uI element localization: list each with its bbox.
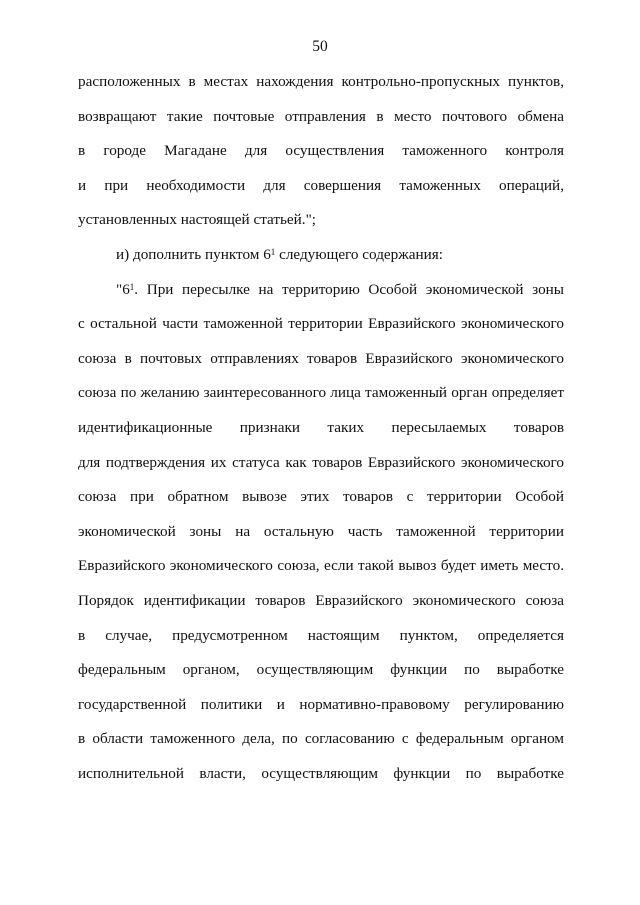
superscript-mark: 1 bbox=[270, 246, 276, 257]
document-body bbox=[78, 72, 564, 798]
amendment-i-text-end: следующего содержания: bbox=[275, 245, 443, 263]
text-line-13: союза при обратном вывозе этих товаров с территории Особой bbox=[78, 488, 564, 506]
paragraph-6-1-start bbox=[78, 280, 564, 315]
text-line-8: с остальной части таможенной территории Евразийского экономического bbox=[78, 315, 564, 333]
clause-text: . При пересылке на территорию Особой экономической зоны bbox=[134, 280, 564, 298]
text-line-18: федеральным органом, осуществляющим функции по выработке bbox=[78, 661, 564, 679]
text-line-16: Порядок идентификации товаров Евразийского экономического союза bbox=[78, 591, 564, 609]
text-line-14: экономической зоны на остальную часть таможенной территории bbox=[78, 522, 564, 540]
text-line-12: для подтверждения их статуса как товаров Евразийского экономического bbox=[78, 453, 564, 471]
text-line-10: союза по желанию заинтересованного лица таможенный орган определяет bbox=[78, 384, 564, 402]
text-line-19: государственной политики и нормативно-правовому регулированию bbox=[78, 695, 564, 713]
clause-number: "6 bbox=[116, 280, 130, 298]
text-line-1: расположенных в местах нахождения контрольно-пропускных пунктов, bbox=[78, 73, 564, 90]
text-line-21: исполнительной власти, осуществляющим функции по выработке bbox=[78, 764, 564, 782]
text-line-11: идентификационные признаки таких пересылаемых товаров bbox=[78, 418, 564, 436]
text-line-15: Евразийского экономического союза, если такой вывоз будет иметь место. bbox=[78, 557, 564, 575]
text-line-17: в случае, предусмотренном настоящим пунктом, определяется bbox=[78, 626, 564, 644]
text-line-20: в области таможенного дела, по согласованию с федеральным органом bbox=[78, 730, 564, 748]
paragraph-amendment-i bbox=[78, 245, 564, 280]
text-line-5: установленных настоящей статьей."; bbox=[78, 211, 317, 229]
text-line-3: в городе Магадане для осуществления таможенного контроля bbox=[78, 142, 564, 160]
page-number: 50 bbox=[312, 38, 328, 55]
amendment-i-text: и) дополнить пунктом 6 bbox=[116, 245, 271, 263]
text-line-9: союза в почтовых отправлениях товаров Евразийского экономического bbox=[78, 349, 564, 367]
text-line-4: и при необходимости для совершения таможенных операций, bbox=[78, 176, 564, 194]
text-line-2: возвращают такие почтовые отправления в место почтового обмена bbox=[78, 107, 564, 125]
superscript-mark: 1 bbox=[129, 281, 135, 292]
